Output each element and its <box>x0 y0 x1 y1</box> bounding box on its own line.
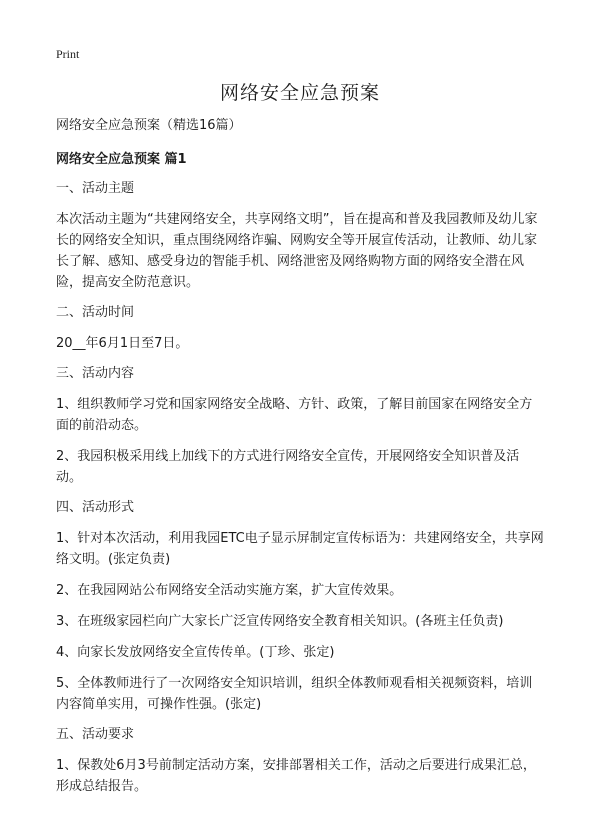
paragraph-theme-body: 本次活动主题为“共建网络安全，共享网络文明”，旨在提高和普及我园教师及幼儿家长的网络安全知识，重点围绕网络诈骗、网购安全等开展宣传活动，让教师、幼儿家长了解、感知、感受身边的智能手机、网络泄密及网络购物方面的网络安全潜在风险，提高安全防范意识。 <box>56 212 538 290</box>
section-heading-content: 三、活动内容 <box>56 366 135 381</box>
paragraph-content-2: 2、我园积极采用线上加线下的方式进行网络安全宣传，开展网络安全知识普及活动。 <box>56 449 520 485</box>
paragraph-time-body: 20__年6月1日至7日。 <box>56 336 189 351</box>
document-subtitle: 网络安全应急预案（精选16篇） <box>56 118 242 133</box>
paragraph-form-4: 4、向家长发放网络安全宣传传单。(丁珍、张定) <box>56 645 335 660</box>
document-title: 网络安全应急预案 <box>219 82 380 104</box>
print-link[interactable]: Print <box>56 47 80 61</box>
paragraph-form-2: 2、在我园网站公布网络安全活动实施方案，扩大宣传效果。 <box>56 583 403 598</box>
paragraph-content-1: 1、组织教师学习党和国家网络安全战略、方针、政策，了解目前国家在网络安全方面的前沿动态。 <box>56 397 533 433</box>
paragraph-form-5: 5、全体教师进行了一次网络安全知识培训，组织全体教师观看相关视频资料，培训内容简单实用，可操作性强。(张定) <box>56 676 533 712</box>
article-heading: 网络安全应急预案 篇1 <box>56 152 187 167</box>
paragraph-requirements-1: 1、保教处6月3号前制定活动方案，安排部署相关工作，活动之后要进行成果汇总，形成总结报告。 <box>56 758 536 794</box>
section-heading-theme: 一、活动主题 <box>56 181 135 196</box>
paragraph-form-3: 3、在班级家园栏向广大家长广泛宣传网络安全教育相关知识。(各班主任负责) <box>56 614 504 629</box>
section-heading-time: 二、活动时间 <box>56 305 135 320</box>
section-heading-form: 四、活动形式 <box>56 500 135 515</box>
section-heading-requirements: 五、活动要求 <box>56 727 135 742</box>
paragraph-form-1: 1、针对本次活动，利用我园ETC电子显示屏制定宣传标语为：共建网络安全，共享网络文明。(张定负责) <box>56 531 544 567</box>
